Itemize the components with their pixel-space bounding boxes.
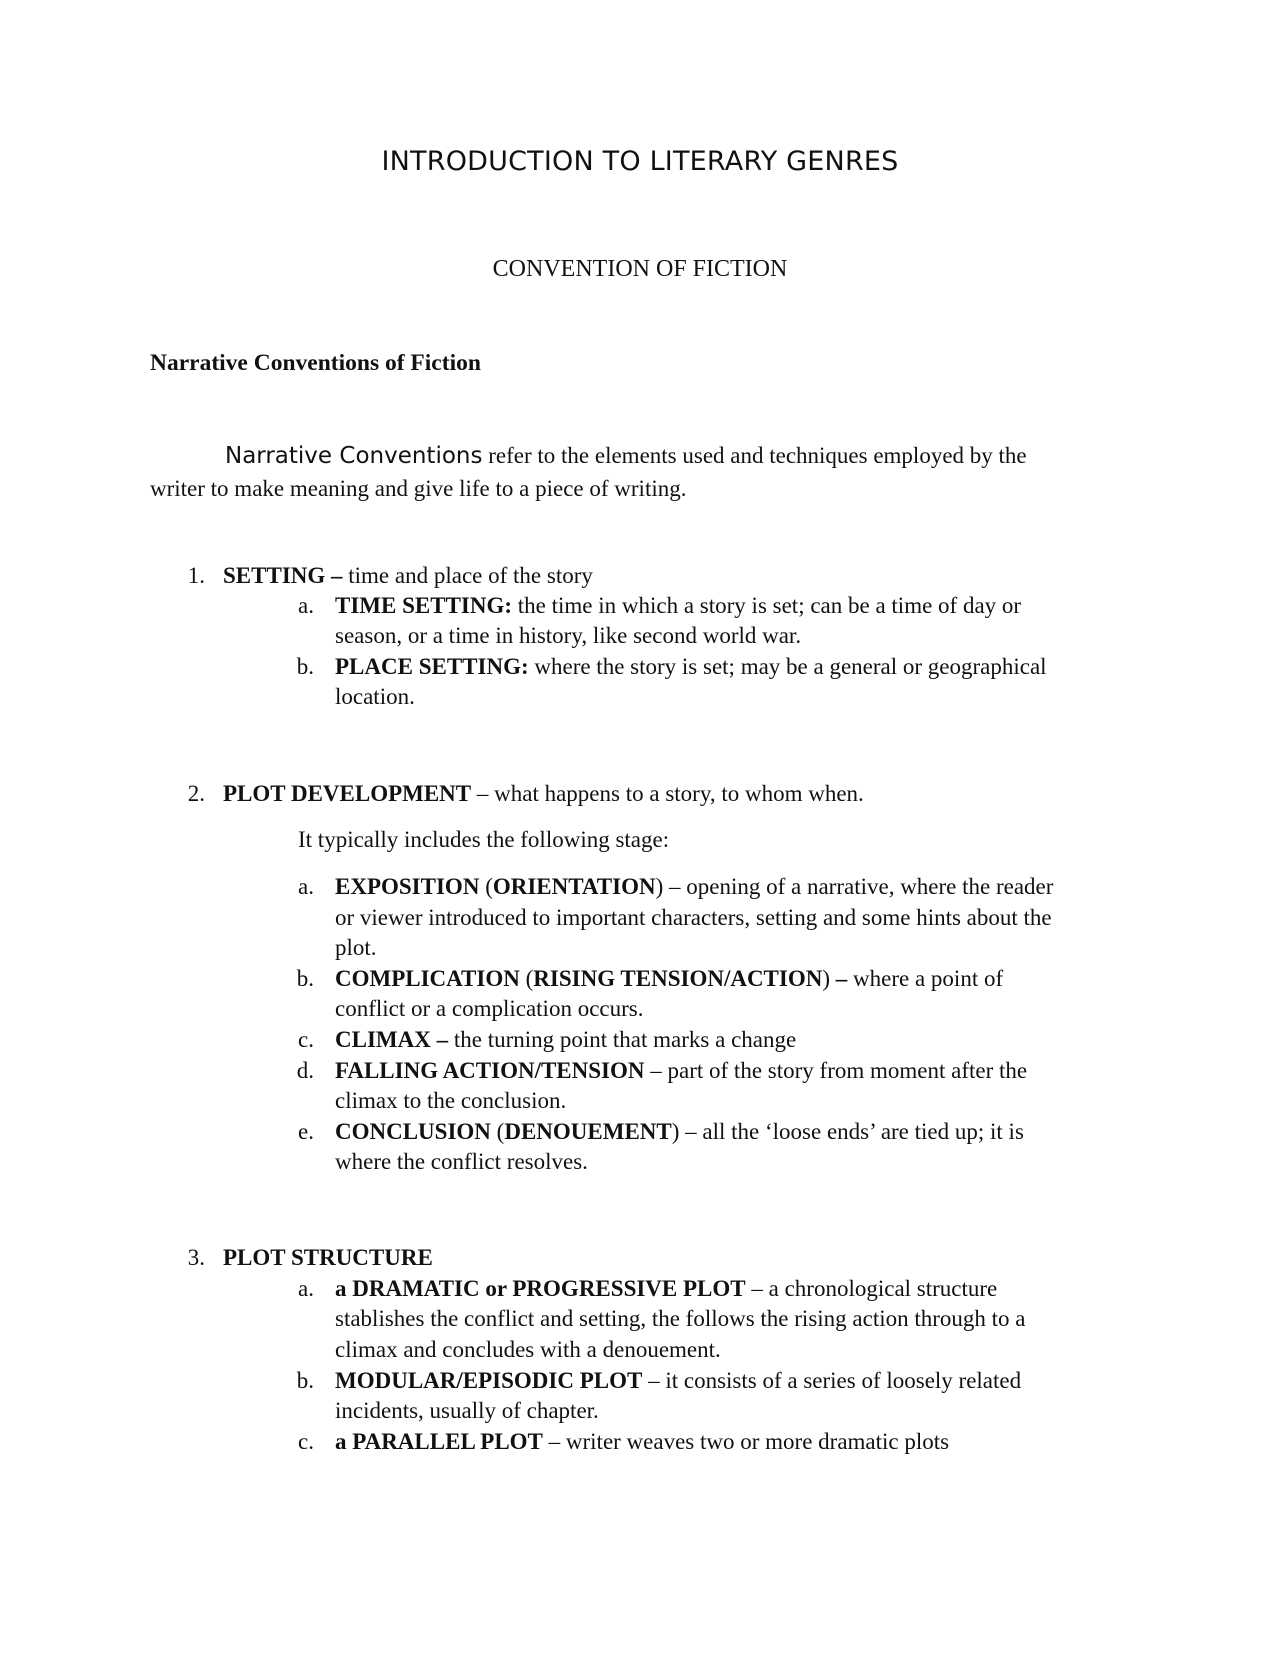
list-letter: b.: [296, 966, 314, 991]
page-subtitle: CONVENTION OF FICTION: [492, 256, 788, 282]
orientation-head: ORIENTATION: [492, 874, 656, 899]
plot-development-desc: – what happens to a story, to whom when.: [471, 781, 864, 806]
stages-intro: It typically includes the following stage:: [298, 827, 670, 852]
conclusion-head: CONCLUSION: [335, 1119, 491, 1144]
list-item-setting: [223, 563, 593, 589]
episodic-plot-line-1: [335, 1368, 1021, 1394]
dramatic-plot-head: a DRAMATIC or PROGRESSIVE PLOT: [335, 1276, 746, 1301]
intro-line-1-rest: refer to the elements used and techniques employed by the: [482, 443, 1027, 468]
conclusion-text: ) – all the ‘loose ends’ are tied up; it is: [671, 1119, 1024, 1144]
place-setting-line-1: [335, 654, 1047, 680]
conclusion-line-2: where the conflict resolves.: [335, 1149, 588, 1174]
time-setting-line-2: season, or a time in history, like second world war.: [335, 623, 802, 648]
dramatic-plot-line-2: stablishes the conflict and setting, the follows the rising action through to a: [335, 1306, 1026, 1331]
exposition-line-2: or viewer introduced to important characters, setting and some hints about the: [335, 905, 1052, 930]
intro-line-2: writer to make meaning and give life to a piece of writing.: [150, 476, 687, 501]
list-letter: d.: [296, 1058, 314, 1083]
rising-tension-head: RISING TENSION/ACTION: [533, 966, 823, 991]
dramatic-plot-line-1: [335, 1276, 997, 1302]
list-letter: e.: [298, 1119, 314, 1144]
list-letter: c.: [298, 1429, 314, 1454]
plot-structure-head: PLOT STRUCTURE: [223, 1245, 433, 1270]
list-letter: a.: [298, 1276, 314, 1301]
list-item-plot-structure: [223, 1245, 433, 1271]
paren-open: (: [479, 874, 493, 899]
dash: –: [830, 966, 848, 991]
exposition-line-1: [335, 874, 1053, 900]
parallel-plot-text: – writer weaves two or more dramatic plots: [542, 1429, 950, 1454]
climax-head: CLIMAX –: [335, 1027, 449, 1052]
exposition-text: ) – opening of a narrative, where the reader: [655, 874, 1054, 899]
time-setting-head: TIME SETTING:: [335, 593, 513, 618]
episodic-plot-text: – it consists of a series of loosely related: [642, 1368, 1022, 1393]
conclusion-line-1: [335, 1119, 1024, 1145]
list-number-3: 3.: [187, 1245, 205, 1270]
paren-open: (: [519, 966, 534, 991]
parallel-plot-line-1: [335, 1429, 949, 1455]
setting-desc: time and place of the story: [342, 563, 593, 588]
exposition-head: EXPOSITION: [335, 874, 480, 899]
paren-open: (: [490, 1119, 505, 1144]
denouement-head: DENOUEMENT: [504, 1119, 672, 1144]
falling-action-line-2: climax to the conclusion.: [335, 1088, 567, 1113]
list-letter: b.: [296, 654, 314, 679]
list-item-plot-development: [223, 781, 864, 807]
complication-line-1: [335, 966, 1003, 992]
list-letter: b.: [296, 1368, 314, 1393]
falling-action-text: – part of the story from moment after the: [644, 1058, 1028, 1083]
setting-head: SETTING –: [223, 563, 343, 588]
list-number-1: 1.: [187, 563, 205, 588]
time-setting-line-1: [335, 593, 1021, 619]
list-letter: a.: [298, 593, 314, 618]
paren-close: ): [822, 966, 831, 991]
climax-text: the turning point that marks a change: [448, 1027, 797, 1052]
falling-action-head: FALLING ACTION/TENSION: [335, 1058, 645, 1083]
time-setting-text: the time in which a story is set; can be a time of day or: [512, 593, 1022, 618]
complication-line-2: conflict or a complication occurs.: [335, 996, 644, 1021]
list-number-2: 2.: [187, 781, 205, 806]
exposition-line-3: plot.: [335, 935, 377, 960]
place-setting-line-2: location.: [335, 684, 415, 709]
climax-line-1: [335, 1027, 796, 1053]
complication-head: COMPLICATION: [335, 966, 520, 991]
place-setting-head: PLACE SETTING:: [335, 654, 529, 679]
page-title: INTRODUCTION TO LITERARY GENRES: [381, 146, 899, 177]
complication-text: where a point of: [847, 966, 1004, 991]
intro-line-1: [225, 443, 1027, 469]
list-letter: c.: [298, 1027, 314, 1052]
section-heading: Narrative Conventions of Fiction: [150, 350, 481, 376]
episodic-plot-head: MODULAR/EPISODIC PLOT: [335, 1368, 643, 1393]
dramatic-plot-text: – a chronological structure: [745, 1276, 998, 1301]
list-letter: a.: [298, 874, 314, 899]
plot-development-head: PLOT DEVELOPMENT: [223, 781, 472, 806]
falling-action-line-1: [335, 1058, 1027, 1084]
place-setting-text: where the story is set; may be a general or geographical: [528, 654, 1047, 679]
episodic-plot-line-2: incidents, usually of chapter.: [335, 1398, 599, 1423]
parallel-plot-head: a PARALLEL PLOT: [335, 1429, 543, 1454]
intro-term: Narrative Conventions: [225, 443, 483, 469]
dramatic-plot-line-3: climax and concludes with a denouement.: [335, 1337, 721, 1362]
